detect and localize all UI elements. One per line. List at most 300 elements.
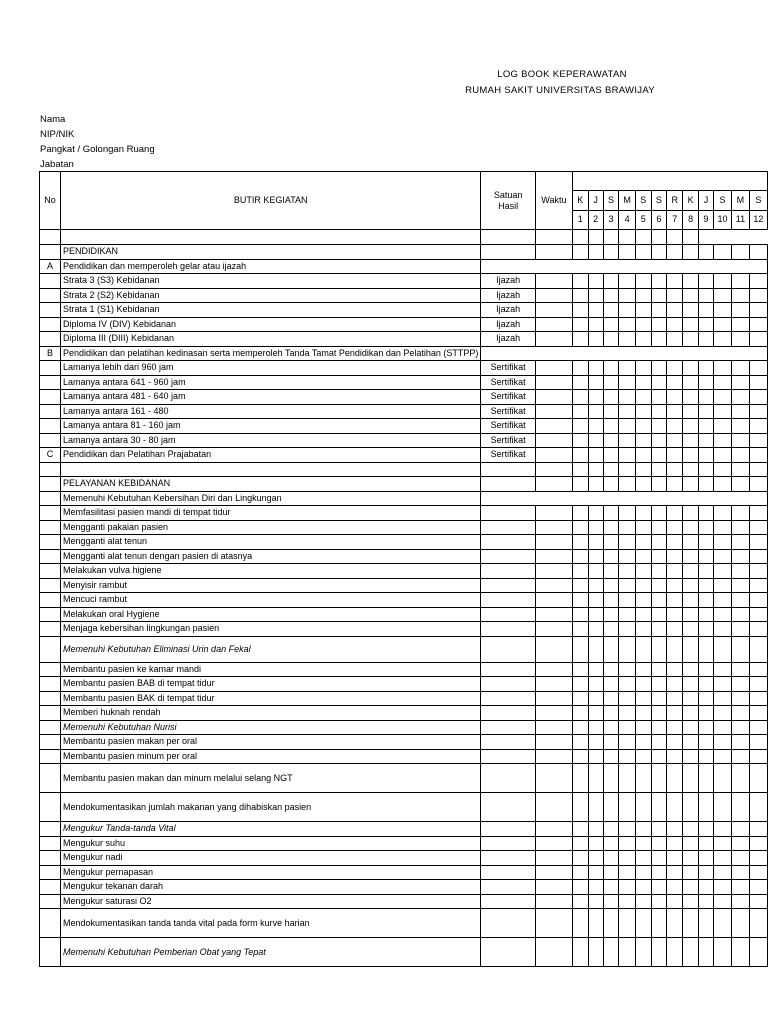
day-cell[interactable] (619, 346, 636, 361)
day-cell[interactable] (749, 288, 767, 303)
day-cell[interactable] (713, 477, 731, 492)
day-cell[interactable] (588, 691, 603, 706)
day-cell[interactable] (713, 677, 731, 692)
day-cell[interactable] (619, 448, 636, 463)
day-cell[interactable] (635, 764, 651, 793)
day-cell[interactable] (683, 894, 699, 909)
day-cell[interactable] (635, 735, 651, 750)
day-cell[interactable] (749, 578, 767, 593)
day-cell[interactable] (713, 662, 731, 677)
day-cell[interactable] (619, 836, 636, 851)
time-cell[interactable] (535, 622, 572, 637)
day-cell[interactable] (635, 578, 651, 593)
day-cell[interactable] (635, 822, 651, 837)
day-cell[interactable] (713, 317, 731, 332)
day-cell[interactable] (635, 303, 651, 318)
day-cell[interactable] (698, 288, 713, 303)
day-cell[interactable] (619, 636, 636, 662)
day-cell[interactable] (698, 691, 713, 706)
day-cell[interactable] (683, 749, 699, 764)
day-cell[interactable] (749, 793, 767, 822)
day-cell[interactable] (683, 375, 699, 390)
day-cell[interactable] (667, 564, 683, 579)
day-cell[interactable] (619, 706, 636, 721)
day-cell[interactable] (698, 793, 713, 822)
day-cell[interactable] (635, 662, 651, 677)
day-cell[interactable] (619, 691, 636, 706)
day-cell[interactable] (572, 894, 588, 909)
day-cell[interactable] (698, 433, 713, 448)
time-cell[interactable] (535, 346, 572, 361)
day-cell[interactable] (683, 317, 699, 332)
day-cell[interactable] (603, 622, 619, 637)
day-cell[interactable] (572, 506, 588, 521)
day-cell[interactable] (619, 735, 636, 750)
day-cell[interactable] (619, 749, 636, 764)
day-cell[interactable] (619, 593, 636, 608)
day-cell[interactable] (698, 462, 713, 477)
day-cell[interactable] (635, 419, 651, 434)
time-cell[interactable] (535, 506, 572, 521)
day-cell[interactable] (572, 245, 588, 260)
day-cell[interactable] (588, 462, 603, 477)
day-cell[interactable] (635, 535, 651, 550)
day-cell[interactable] (651, 865, 667, 880)
time-cell[interactable] (535, 735, 572, 750)
day-cell[interactable] (713, 274, 731, 289)
day-cell[interactable] (667, 836, 683, 851)
day-cell[interactable] (732, 691, 750, 706)
day-cell[interactable] (635, 462, 651, 477)
day-cell[interactable] (572, 764, 588, 793)
time-cell[interactable] (535, 691, 572, 706)
day-cell[interactable] (732, 520, 750, 535)
day-cell[interactable] (572, 636, 588, 662)
day-cell[interactable] (749, 851, 767, 866)
day-cell[interactable] (588, 288, 603, 303)
day-cell[interactable] (635, 404, 651, 419)
day-cell[interactable] (651, 390, 667, 405)
day-cell[interactable] (588, 593, 603, 608)
day-cell[interactable] (619, 662, 636, 677)
day-cell[interactable] (667, 894, 683, 909)
day-cell[interactable] (713, 375, 731, 390)
day-cell[interactable] (667, 578, 683, 593)
day-cell[interactable] (713, 332, 731, 347)
day-cell[interactable] (732, 564, 750, 579)
day-cell[interactable] (603, 677, 619, 692)
day-cell[interactable] (572, 706, 588, 721)
day-cell[interactable] (698, 274, 713, 289)
day-cell[interactable] (713, 361, 731, 376)
day-cell[interactable] (732, 909, 750, 938)
day-cell[interactable] (603, 535, 619, 550)
time-cell[interactable] (535, 477, 572, 492)
day-cell[interactable] (749, 691, 767, 706)
day-cell[interactable] (588, 520, 603, 535)
day-cell[interactable] (698, 317, 713, 332)
day-cell[interactable] (732, 448, 750, 463)
day-cell[interactable] (713, 535, 731, 550)
day-cell[interactable] (603, 607, 619, 622)
day-cell[interactable] (749, 564, 767, 579)
time-cell[interactable] (535, 706, 572, 721)
day-cell[interactable] (635, 691, 651, 706)
day-cell[interactable] (732, 706, 750, 721)
day-cell[interactable] (713, 549, 731, 564)
day-cell[interactable] (683, 564, 699, 579)
time-cell[interactable] (535, 880, 572, 895)
time-cell[interactable] (535, 549, 572, 564)
day-cell[interactable] (603, 822, 619, 837)
day-cell[interactable] (732, 375, 750, 390)
time-cell[interactable] (535, 607, 572, 622)
day-cell[interactable] (667, 607, 683, 622)
day-cell[interactable] (683, 764, 699, 793)
day-cell[interactable] (667, 636, 683, 662)
day-cell[interactable] (572, 822, 588, 837)
day-cell[interactable] (667, 735, 683, 750)
day-cell[interactable] (732, 607, 750, 622)
day-cell[interactable] (698, 720, 713, 735)
day-cell[interactable] (698, 564, 713, 579)
day-cell[interactable] (698, 677, 713, 692)
day-cell[interactable] (619, 938, 636, 967)
day-cell[interactable] (683, 274, 699, 289)
day-cell[interactable] (588, 346, 603, 361)
day-cell[interactable] (651, 288, 667, 303)
day-cell[interactable] (588, 332, 603, 347)
day-cell[interactable] (619, 822, 636, 837)
day-cell[interactable] (732, 433, 750, 448)
day-cell[interactable] (603, 636, 619, 662)
day-cell[interactable] (698, 491, 713, 506)
day-cell[interactable] (749, 433, 767, 448)
day-cell[interactable] (572, 404, 588, 419)
day-cell[interactable] (749, 706, 767, 721)
day-cell[interactable] (651, 448, 667, 463)
time-cell[interactable] (535, 909, 572, 938)
day-cell[interactable] (619, 477, 636, 492)
day-cell[interactable] (619, 622, 636, 637)
day-cell[interactable] (749, 259, 767, 274)
day-cell[interactable] (651, 677, 667, 692)
day-cell[interactable] (572, 880, 588, 895)
day-cell[interactable] (651, 535, 667, 550)
time-cell[interactable] (535, 822, 572, 837)
day-cell[interactable] (588, 749, 603, 764)
day-cell[interactable] (683, 662, 699, 677)
day-cell[interactable] (572, 549, 588, 564)
day-cell[interactable] (619, 720, 636, 735)
day-cell[interactable] (667, 822, 683, 837)
day-cell[interactable] (603, 317, 619, 332)
day-cell[interactable] (572, 720, 588, 735)
day-cell[interactable] (651, 317, 667, 332)
day-cell[interactable] (749, 593, 767, 608)
day-cell[interactable] (635, 706, 651, 721)
day-cell[interactable] (698, 622, 713, 637)
day-cell[interactable] (619, 361, 636, 376)
day-cell[interactable] (651, 506, 667, 521)
day-cell[interactable] (683, 593, 699, 608)
day-cell[interactable] (651, 375, 667, 390)
day-cell[interactable] (698, 749, 713, 764)
day-cell[interactable] (698, 332, 713, 347)
day-cell[interactable] (603, 938, 619, 967)
day-cell[interactable] (588, 259, 603, 274)
day-cell[interactable] (749, 549, 767, 564)
day-cell[interactable] (651, 346, 667, 361)
day-cell[interactable] (588, 506, 603, 521)
day-cell[interactable] (667, 793, 683, 822)
day-cell[interactable] (749, 622, 767, 637)
day-cell[interactable] (572, 419, 588, 434)
time-cell[interactable] (535, 259, 572, 274)
day-cell[interactable] (667, 593, 683, 608)
day-cell[interactable] (683, 535, 699, 550)
day-cell[interactable] (635, 880, 651, 895)
day-cell[interactable] (732, 535, 750, 550)
day-cell[interactable] (603, 346, 619, 361)
day-cell[interactable] (619, 578, 636, 593)
time-cell[interactable] (535, 938, 572, 967)
day-cell[interactable] (667, 938, 683, 967)
time-cell[interactable] (535, 793, 572, 822)
day-cell[interactable] (683, 448, 699, 463)
day-cell[interactable] (588, 303, 603, 318)
day-cell[interactable] (635, 836, 651, 851)
day-cell[interactable] (572, 909, 588, 938)
day-cell[interactable] (732, 749, 750, 764)
day-cell[interactable] (603, 404, 619, 419)
day-cell[interactable] (603, 793, 619, 822)
day-cell[interactable] (572, 375, 588, 390)
day-cell[interactable] (651, 749, 667, 764)
day-cell[interactable] (683, 245, 699, 260)
day-cell[interactable] (713, 390, 731, 405)
day-cell[interactable] (749, 303, 767, 318)
time-cell[interactable] (535, 274, 572, 289)
day-cell[interactable] (732, 477, 750, 492)
day-cell[interactable] (713, 578, 731, 593)
day-cell[interactable] (667, 259, 683, 274)
day-cell[interactable] (732, 332, 750, 347)
day-cell[interactable] (667, 865, 683, 880)
day-cell[interactable] (683, 433, 699, 448)
day-cell[interactable] (635, 607, 651, 622)
day-cell[interactable] (698, 404, 713, 419)
day-cell[interactable] (651, 894, 667, 909)
day-cell[interactable] (667, 749, 683, 764)
day-cell[interactable] (651, 332, 667, 347)
day-cell[interactable] (749, 909, 767, 938)
day-cell[interactable] (732, 549, 750, 564)
day-cell[interactable] (698, 549, 713, 564)
time-cell[interactable] (535, 404, 572, 419)
day-cell[interactable] (572, 735, 588, 750)
day-cell[interactable] (713, 520, 731, 535)
day-cell[interactable] (635, 749, 651, 764)
day-cell[interactable] (588, 851, 603, 866)
day-cell[interactable] (749, 894, 767, 909)
day-cell[interactable] (749, 317, 767, 332)
day-cell[interactable] (635, 622, 651, 637)
day-cell[interactable] (603, 549, 619, 564)
day-cell[interactable] (698, 346, 713, 361)
day-cell[interactable] (713, 433, 731, 448)
day-cell[interactable] (749, 346, 767, 361)
day-cell[interactable] (603, 564, 619, 579)
day-cell[interactable] (713, 691, 731, 706)
day-cell[interactable] (651, 938, 667, 967)
day-cell[interactable] (588, 245, 603, 260)
day-cell[interactable] (619, 677, 636, 692)
day-cell[interactable] (603, 851, 619, 866)
day-cell[interactable] (572, 390, 588, 405)
day-cell[interactable] (588, 491, 603, 506)
day-cell[interactable] (667, 691, 683, 706)
day-cell[interactable] (683, 851, 699, 866)
day-cell[interactable] (749, 462, 767, 477)
day-cell[interactable] (749, 419, 767, 434)
time-cell[interactable] (535, 662, 572, 677)
day-cell[interactable] (572, 303, 588, 318)
day-cell[interactable] (713, 259, 731, 274)
day-cell[interactable] (667, 448, 683, 463)
day-cell[interactable] (603, 448, 619, 463)
day-cell[interactable] (698, 836, 713, 851)
day-cell[interactable] (749, 375, 767, 390)
day-cell[interactable] (635, 259, 651, 274)
day-cell[interactable] (749, 404, 767, 419)
day-cell[interactable] (683, 909, 699, 938)
day-cell[interactable] (713, 822, 731, 837)
day-cell[interactable] (619, 462, 636, 477)
day-cell[interactable] (698, 593, 713, 608)
day-cell[interactable] (698, 477, 713, 492)
day-cell[interactable] (713, 564, 731, 579)
day-cell[interactable] (732, 317, 750, 332)
day-cell[interactable] (572, 346, 588, 361)
day-cell[interactable] (651, 662, 667, 677)
day-cell[interactable] (635, 720, 651, 735)
day-cell[interactable] (572, 851, 588, 866)
day-cell[interactable] (588, 894, 603, 909)
day-cell[interactable] (713, 865, 731, 880)
time-cell[interactable] (535, 303, 572, 318)
day-cell[interactable] (683, 735, 699, 750)
day-cell[interactable] (603, 274, 619, 289)
day-cell[interactable] (635, 448, 651, 463)
day-cell[interactable] (588, 578, 603, 593)
day-cell[interactable] (651, 564, 667, 579)
time-cell[interactable] (535, 894, 572, 909)
day-cell[interactable] (635, 433, 651, 448)
day-cell[interactable] (588, 938, 603, 967)
day-cell[interactable] (683, 578, 699, 593)
day-cell[interactable] (635, 593, 651, 608)
day-cell[interactable] (732, 764, 750, 793)
day-cell[interactable] (749, 865, 767, 880)
day-cell[interactable] (588, 720, 603, 735)
day-cell[interactable] (732, 735, 750, 750)
day-cell[interactable] (619, 909, 636, 938)
day-cell[interactable] (651, 361, 667, 376)
day-cell[interactable] (732, 677, 750, 692)
day-cell[interactable] (667, 419, 683, 434)
day-cell[interactable] (635, 851, 651, 866)
day-cell[interactable] (603, 865, 619, 880)
day-cell[interactable] (635, 938, 651, 967)
day-cell[interactable] (603, 259, 619, 274)
day-cell[interactable] (732, 851, 750, 866)
day-cell[interactable] (619, 865, 636, 880)
day-cell[interactable] (713, 346, 731, 361)
day-cell[interactable] (698, 636, 713, 662)
day-cell[interactable] (603, 735, 619, 750)
day-cell[interactable] (749, 662, 767, 677)
day-cell[interactable] (713, 593, 731, 608)
day-cell[interactable] (572, 462, 588, 477)
day-cell[interactable] (588, 735, 603, 750)
day-cell[interactable] (635, 477, 651, 492)
day-cell[interactable] (572, 593, 588, 608)
time-cell[interactable] (535, 520, 572, 535)
day-cell[interactable] (749, 477, 767, 492)
day-cell[interactable] (698, 535, 713, 550)
day-cell[interactable] (732, 662, 750, 677)
time-cell[interactable] (535, 720, 572, 735)
time-cell[interactable] (535, 245, 572, 260)
day-cell[interactable] (572, 938, 588, 967)
day-cell[interactable] (683, 607, 699, 622)
day-cell[interactable] (698, 894, 713, 909)
day-cell[interactable] (572, 793, 588, 822)
day-cell[interactable] (698, 735, 713, 750)
day-cell[interactable] (651, 462, 667, 477)
day-cell[interactable] (667, 433, 683, 448)
day-cell[interactable] (588, 662, 603, 677)
day-cell[interactable] (732, 836, 750, 851)
day-cell[interactable] (698, 909, 713, 938)
time-cell[interactable] (535, 288, 572, 303)
time-cell[interactable] (535, 677, 572, 692)
day-cell[interactable] (749, 607, 767, 622)
day-cell[interactable] (749, 448, 767, 463)
day-cell[interactable] (572, 433, 588, 448)
time-cell[interactable] (535, 448, 572, 463)
day-cell[interactable] (635, 793, 651, 822)
day-cell[interactable] (713, 764, 731, 793)
day-cell[interactable] (603, 894, 619, 909)
day-cell[interactable] (572, 607, 588, 622)
day-cell[interactable] (667, 361, 683, 376)
day-cell[interactable] (667, 720, 683, 735)
day-cell[interactable] (713, 607, 731, 622)
day-cell[interactable] (619, 303, 636, 318)
time-cell[interactable] (535, 390, 572, 405)
day-cell[interactable] (651, 549, 667, 564)
day-cell[interactable] (635, 564, 651, 579)
day-cell[interactable] (635, 909, 651, 938)
day-cell[interactable] (588, 274, 603, 289)
day-cell[interactable] (732, 622, 750, 637)
day-cell[interactable] (572, 749, 588, 764)
day-cell[interactable] (749, 520, 767, 535)
day-cell[interactable] (749, 491, 767, 506)
day-cell[interactable] (603, 520, 619, 535)
